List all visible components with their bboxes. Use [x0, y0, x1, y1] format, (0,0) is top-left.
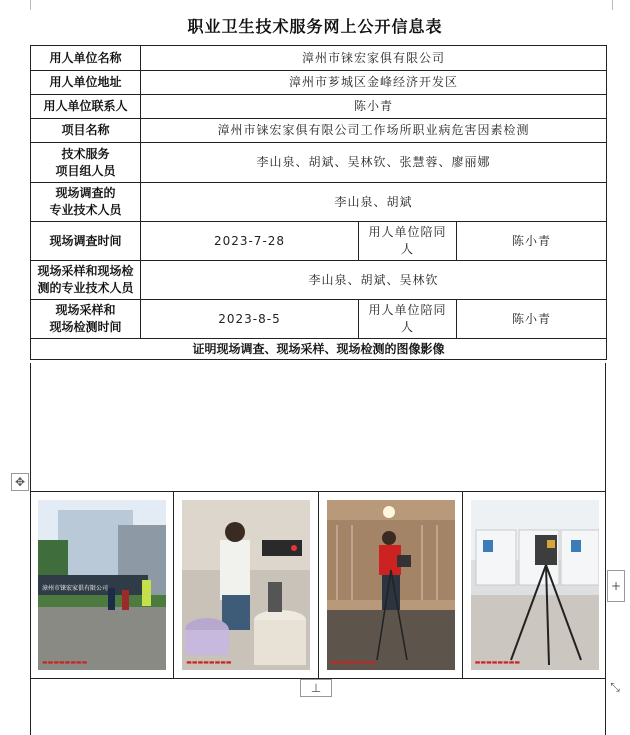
value-survey-staff[interactable]: 李山泉、胡斌	[141, 183, 607, 222]
photo-timestamp-4: ▬▬▬▬▬▬▬▬	[474, 659, 521, 666]
label-team-line1: 技术服务	[61, 146, 110, 161]
photo-sign-text: 漳州市铼宏家俱有限公司	[42, 585, 109, 592]
value-sampling-accompany[interactable]: 陈小青	[457, 300, 607, 339]
label-sampling-staff	[31, 261, 141, 300]
photo-timestamp-1: ▬▬▬▬▬▬▬▬	[42, 659, 88, 666]
photo-cell-3[interactable]	[319, 492, 463, 678]
move-handle-icon[interactable]: ✥	[11, 473, 29, 491]
photo-timestamp-3: ▬▬▬▬▬▬▬▬	[330, 659, 376, 666]
label-team-line2: 项目组人员	[55, 163, 116, 178]
plus-icon[interactable]: +	[607, 570, 625, 602]
value-unit-address[interactable]: 漳州市芗城区金峰经济开发区	[141, 71, 607, 95]
label-unit-name: 用人单位名称	[31, 46, 141, 71]
label-survey-time: 现场调查时间	[31, 222, 141, 261]
photo-row	[30, 491, 606, 679]
value-unit-contact[interactable]: 陈小青	[141, 95, 607, 119]
label-sampling-accompany: 用人单位陪同人	[359, 300, 457, 339]
value-team[interactable]: 李山泉、胡斌、吴林钦、张慧蓉、廖丽娜	[141, 143, 607, 183]
photo-sampling-station	[327, 500, 455, 670]
photo-factory-entrance	[38, 500, 166, 670]
label-survey-accompany: 用人单位陪同人	[359, 222, 457, 261]
value-survey-accompany[interactable]: 陈小青	[457, 222, 607, 261]
label-sampling-time-line1: 现场采样和	[55, 303, 116, 317]
label-sampling-time-line2: 现场检测时间	[49, 320, 122, 334]
value-sampling-time[interactable]: 2023-8-5	[141, 300, 359, 339]
label-survey-staff-line2: 专业技术人员	[49, 203, 122, 217]
photo-timestamp-2: ▬▬▬▬▬▬▬▬	[186, 659, 232, 666]
photo-cell-1[interactable]	[30, 492, 174, 678]
value-survey-time[interactable]: 2023-7-28	[141, 222, 359, 261]
label-sampling-time	[31, 300, 141, 339]
value-sampling-staff[interactable]: 李山泉、胡斌、吴林钦	[141, 261, 607, 300]
photo-worker-measuring	[182, 500, 310, 670]
label-sampling-staff-line2: 测的专业技术人员	[37, 281, 134, 295]
value-unit-name[interactable]: 漳州市铼宏家俱有限公司	[141, 46, 607, 71]
resize-icon[interactable]: ⤡	[607, 679, 623, 695]
page-corner-top-left	[20, 0, 31, 10]
images-header: 证明现场调查、现场采样、现场检测的图像影像	[31, 339, 607, 360]
label-sampling-staff-line1: 现场采样和现场检	[37, 264, 134, 278]
photo-cell-4[interactable]	[463, 492, 606, 678]
info-table	[30, 45, 607, 360]
label-survey-staff-line1: 现场调查的	[55, 186, 116, 200]
label-unit-address: 用人单位地址	[31, 71, 141, 95]
value-project-name[interactable]: 漳州市铼宏家俱有限公司工作场所职业病危害因素检测	[141, 119, 607, 143]
photo-tripod-detector	[471, 500, 599, 670]
photo-cell-2[interactable]	[174, 492, 318, 678]
document-title: 职业卫生技术服务网上公开信息表	[187, 17, 443, 36]
label-survey-staff	[31, 183, 141, 222]
label-project-name: 项目名称	[31, 119, 141, 143]
label-unit-contact: 用人单位联系人	[31, 95, 141, 119]
label-team	[31, 143, 141, 183]
table-insert-icon[interactable]: ⊥	[300, 679, 332, 697]
page-corner-top-right	[612, 0, 623, 10]
